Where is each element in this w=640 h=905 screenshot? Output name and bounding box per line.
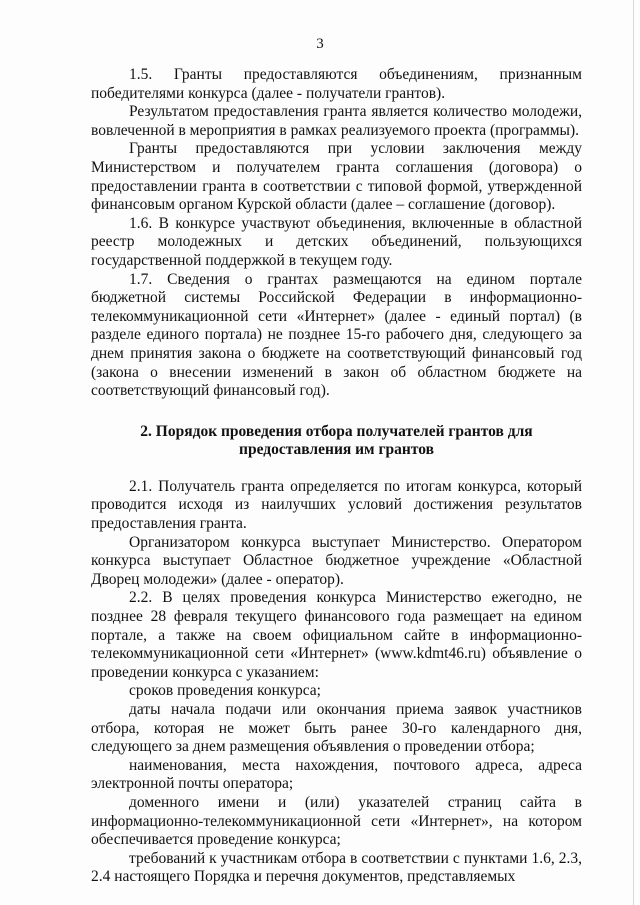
page-number: 3 (316, 36, 324, 52)
list-item-terms: сроков проведения конкурса; (129, 682, 321, 700)
paragraph-1-6: 1.6. В конкурсе участвуют объединения, включенные в областной реестр молодежных и детских объединений, пользующихся государственной поддержкой в текущем году. (91, 214, 582, 269)
list-item-requirements: требований к участникам отбора в соответствии с пунктами 1.6, 2.3, 2.4 настоящего Порядка и перечня документов, представляемых (91, 849, 582, 886)
paragraph-result: Результатом предоставления гранта является количество молодежи, вовлеченной в мероприятия в рамках реализуемого проекта (программы). (91, 103, 582, 139)
page-edge (633, 0, 634, 905)
list-item-operator-info: наименования, места нахождения, почтового адреса, адреса электронной почты оператора; (91, 756, 582, 793)
list-item-domain: доменного имени и (или) указателей страниц сайта в информационно-телекоммуникационной сети «Интернет», на котором обеспечивается проведение конкурса; (91, 793, 582, 849)
list-item-dates: даты начала подачи или окончания приема заявок участников отбора, которая не может быть ранее 30-го календарного дня, следующего за днем размещения объявления о проведении отбора; (91, 701, 582, 756)
section-heading: 2. Порядок проведения отбора получателей грантов для предоставления им грантов (140, 422, 533, 459)
paragraph-organizer: Организатором конкурса выступает Министерство. Оператором конкурса выступает Областное бюджетное учреждение «Областной Дворец молодежи» (далее - оператор). (91, 533, 582, 588)
document-body (91, 66, 582, 887)
paragraph-1-7: 1.7. Сведения о грантах размещаются на едином портале бюджетной системы Российской Федерации в информационно-телекоммуникационной сети «Интернет» (далее - единый портал) (в разделе единого портала) не позднее 15-го рабочего дня, следующего за днем принятия закона о бюджете на соответствующий финансовый год (закона о внесении изменений в закон об областном бюджете на соответствующий финансовый год). (91, 270, 582, 400)
paragraph-2-2: 2.2. В целях проведения конкурса Министерство ежегодно, не позднее 28 февраля текущего финансового года размещает на едином портале, а также на своем официальном сайте в информационно-телекоммуникационной сети «Интернет» (www.kdmt46.ru) объявление о проведении конкурса с указанием: (91, 589, 582, 681)
paragraph-grant-conditions: Гранты предоставляются при условии заключения между Министерством и получателем гранта соглашения (договора) о предоставлении гранта в соответствии с типовой формой, утвержденной финансовым органом Курской области (далее – соглашение (договор). (91, 140, 582, 214)
paragraph-2-1: 2.1. Получатель гранта определяется по итогам конкурса, который проводится исходя из наилучших условий достижения результатов предоставления гранта. (91, 477, 582, 533)
paragraph-1-5: 1.5. Гранты предоставляются объединениям, признанным победителями конкурса (далее - получатели грантов). (91, 66, 582, 102)
